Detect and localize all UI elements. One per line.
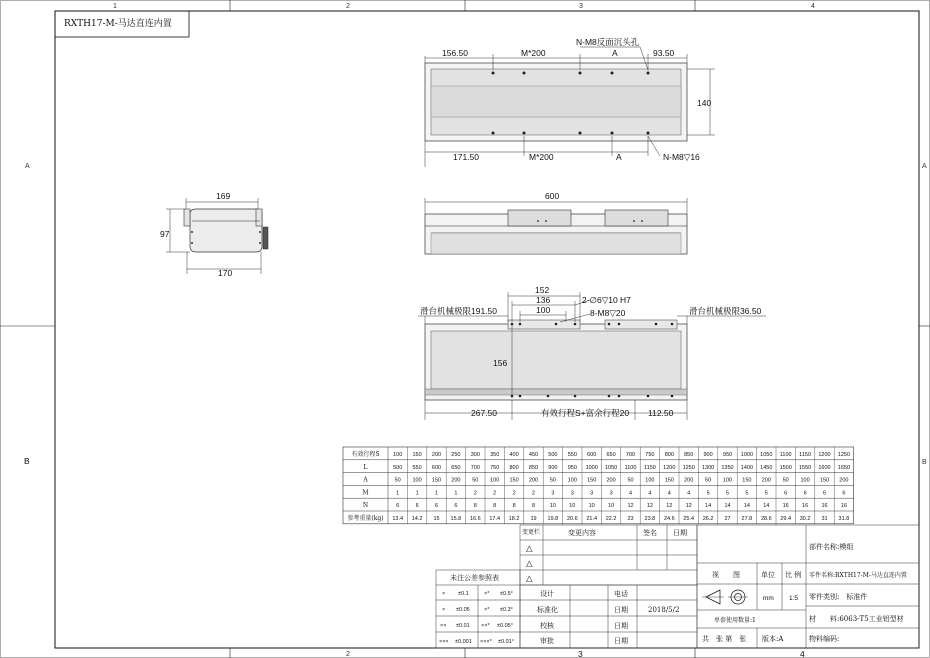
tolerance-title: 未注公差参照表: [450, 574, 499, 582]
front-dim-stroke: 有效行程S+富余行程20: [541, 408, 630, 418]
signoff-date-2: 日期: [614, 622, 628, 630]
spec-cell: 600: [431, 464, 442, 471]
spec-cell: 1550: [798, 464, 812, 471]
spec-cell: 8: [493, 503, 497, 510]
change-header-sign: 签名: [643, 529, 657, 537]
spec-cell: 1000: [740, 451, 754, 458]
spec-cell: 200: [606, 477, 616, 484]
spec-cell: 3: [590, 490, 594, 497]
end-dim-169: 169: [216, 191, 231, 201]
spec-cell: 10: [588, 503, 595, 510]
tb-component-name: 零件名称:RXTH17-M-马达直连内置: [809, 572, 907, 579]
spec-cell: 150: [819, 477, 830, 484]
spec-cell: 1050: [760, 451, 773, 458]
end-view: [166, 198, 268, 274]
spec-cell: 15: [433, 515, 440, 522]
spec-cell: 2: [512, 490, 516, 497]
spec-cell: 1200: [818, 451, 831, 458]
change-mark-1: △: [526, 543, 533, 553]
spec-cell: 25.4: [683, 515, 695, 522]
spec-cell: 6: [434, 503, 439, 510]
tol-r3-c4: ±0.05°: [497, 623, 513, 629]
spec-cell: 200: [528, 477, 539, 484]
spec-cell: 150: [742, 477, 752, 484]
top-dim-m200: M*200: [521, 48, 546, 58]
tol-r4-c4: ±0.01°: [498, 639, 514, 645]
change-header-date: 日期: [673, 529, 687, 537]
spec-cell: 3: [609, 490, 613, 497]
top-callout-threads: N-M8▽16: [663, 152, 700, 162]
front-dim-112-50: 112.50: [648, 408, 674, 418]
spec-cell: 600: [587, 451, 597, 458]
spec-cell: 100: [412, 477, 422, 484]
spec-cell: 27.8: [741, 515, 753, 522]
spec-cell: 19.8: [547, 515, 559, 522]
spec-cell: 14: [763, 503, 770, 510]
signoff-approve: 审批: [540, 637, 554, 645]
spec-cell: 2: [531, 490, 536, 497]
spec-cell: 5: [706, 490, 710, 497]
front-dim-156: 156: [493, 358, 508, 368]
spec-row-label: M: [362, 489, 369, 497]
signoff-phone: 电话: [614, 590, 628, 598]
spec-cell: 14: [705, 503, 712, 510]
spec-cell: 100: [490, 477, 500, 484]
spec-cell: 900: [703, 451, 713, 458]
spec-row-label: A: [363, 476, 368, 484]
change-block: [520, 525, 697, 585]
spec-cell: 5: [764, 490, 768, 497]
spec-cell: 28.6: [760, 515, 772, 522]
spec-cell: 50: [627, 477, 634, 484]
spec-cell: 300: [470, 451, 480, 458]
zone-right-a: A: [922, 163, 927, 170]
spec-cell: 20.6: [566, 515, 578, 522]
spec-cell: 1400: [740, 464, 754, 471]
spec-cell: 16.6: [469, 515, 481, 522]
spec-cell: 50: [782, 477, 789, 484]
spec-row-label: L: [363, 463, 368, 471]
tb-unit-label: 单位: [761, 571, 775, 579]
projection-symbol-icon: [702, 590, 748, 604]
tol-r2-c4: ±0.3°: [500, 607, 513, 613]
front-right-limit: 滑台机械极限36.50: [689, 306, 762, 316]
spec-cell: 100: [645, 477, 655, 484]
zone-bottom-4: 4: [800, 649, 805, 658]
spec-cell: 13.4: [392, 515, 404, 522]
top-dim-171-50: 171.50: [453, 152, 479, 162]
spec-cell: 21.4: [586, 515, 598, 522]
tol-r4-c1: ×××: [439, 639, 449, 645]
spec-cell: 16: [782, 503, 789, 510]
spec-cell: 1350: [721, 464, 734, 471]
spec-cell: 50: [705, 477, 712, 484]
spec-cell: 22.2: [605, 515, 617, 522]
spec-cell: 200: [761, 477, 771, 484]
spec-cell: 6: [803, 490, 807, 497]
spec-cell: 6: [842, 490, 846, 497]
spec-row-label: 参考重量(kg): [347, 514, 384, 522]
spec-cell: 30.2: [799, 515, 811, 522]
zone-left-a: A: [25, 163, 30, 170]
side-view: [425, 198, 687, 254]
spec-cell: 8: [512, 503, 516, 510]
spec-cell: 550: [412, 464, 422, 471]
spec-cell: 150: [587, 477, 597, 484]
spec-cell: 50: [472, 477, 479, 484]
zone-top-2: 2: [346, 3, 350, 10]
top-dim-156-50: 156.50: [442, 48, 468, 58]
change-header-slot: 变更栏: [522, 529, 541, 536]
spec-cell: 50: [549, 477, 556, 484]
tb-version: 版本:A: [762, 635, 784, 643]
spec-cell: 19: [530, 515, 537, 522]
spec-cell: 1650: [837, 464, 851, 471]
tol-r3-c1: ××: [440, 623, 447, 629]
signoff-date-1: 日期: [614, 606, 628, 614]
signoff-design: 设计: [540, 590, 554, 598]
spec-cell: 200: [451, 477, 461, 484]
spec-cell: 850: [684, 451, 694, 458]
tol-r1-c3: ×*: [484, 591, 490, 597]
spec-cell: 10: [549, 503, 556, 510]
tb-material: 材 料:6063-T5工业铝型材: [809, 615, 904, 623]
change-mark-2: △: [526, 558, 533, 568]
spec-cell: 4: [667, 490, 671, 497]
tb-material-code: 物料编码:: [809, 635, 840, 643]
spec-cell: 100: [800, 477, 810, 484]
spec-cell: 200: [431, 451, 442, 458]
front-callout-threads: 8-M8▽20: [590, 308, 626, 318]
spec-cell: 150: [412, 451, 422, 458]
tb-component-type: 零件类别: 标准件: [809, 593, 868, 601]
spec-cell: 4: [648, 490, 652, 497]
spec-cell: 750: [490, 464, 500, 471]
spec-cell: 1100: [779, 451, 792, 458]
title-box-text: RXTH17-M-马达直连内置: [64, 19, 172, 29]
spec-table: [343, 447, 854, 524]
spec-cell: 8: [531, 503, 536, 510]
top-dim-a-bottom: A: [616, 152, 622, 162]
spec-cell: 1150: [799, 451, 812, 458]
front-dim-152: 152: [535, 285, 550, 295]
spec-cell: 1250: [682, 464, 695, 471]
spec-cell: 23: [627, 515, 634, 522]
spec-cell: 16: [840, 503, 847, 510]
spec-cell: 18.2: [508, 515, 520, 522]
zone-bottom-2: 2: [346, 651, 350, 658]
tol-r1-c4: ±0.5°: [500, 591, 513, 597]
top-dim-93-50: 93.50: [653, 48, 675, 58]
spec-cell: 650: [606, 451, 616, 458]
tol-r3-c3: ××*: [481, 623, 490, 629]
spec-cell: 6: [454, 503, 458, 510]
spec-cell: 500: [548, 451, 558, 458]
spec-cell: 27: [724, 515, 731, 522]
tb-part-name: 部件名称:模组: [809, 543, 854, 551]
spec-cell: 1: [454, 490, 458, 497]
spec-cell: 650: [451, 464, 461, 471]
spec-cell: 950: [722, 451, 733, 458]
spec-cell: 29.4: [780, 515, 792, 522]
tol-r1-c1: ×: [442, 591, 446, 597]
spec-row-label: 有效行程S: [351, 450, 380, 458]
spec-cell: 850: [528, 464, 539, 471]
tol-r4-c2: ±0.001: [455, 639, 472, 645]
tb-unit-value: mm: [763, 595, 774, 602]
spec-cell: 1: [396, 490, 400, 497]
tol-r2-c1: ×: [442, 607, 446, 613]
spec-cell: 1300: [701, 464, 715, 471]
zone-right-b: B: [922, 459, 927, 466]
spec-cell: 350: [490, 451, 500, 458]
spec-cell: 200: [839, 477, 849, 484]
spec-cell: 6: [784, 490, 788, 497]
spec-cell: 1150: [643, 464, 656, 471]
spec-row-label: N: [362, 502, 369, 510]
front-dim-100: 100: [536, 305, 551, 315]
zone-left-b: B: [24, 456, 30, 466]
spec-cell: 4: [628, 490, 633, 497]
spec-cell: 2: [493, 490, 497, 497]
spec-cell: 16: [802, 503, 809, 510]
zone-top-4: 4: [811, 3, 815, 10]
spec-cell: 800: [509, 464, 519, 471]
spec-cell: 250: [451, 451, 461, 458]
spec-cell: 150: [509, 477, 519, 484]
front-dim-267-50: 267.50: [471, 408, 497, 418]
spec-cell: 950: [567, 464, 577, 471]
spec-cell: 150: [431, 477, 442, 484]
tol-r3-c2: ±0.01: [456, 623, 470, 629]
spec-cell: 750: [645, 451, 655, 458]
spec-cell: 12: [627, 503, 634, 510]
spec-cell: 6: [822, 490, 827, 497]
tol-r2-c2: ±0.05: [456, 607, 470, 613]
zone-top-3: 3: [579, 3, 583, 10]
spec-cell: 1: [434, 490, 439, 497]
spec-cell: 900: [548, 464, 558, 471]
spec-cell: 1100: [624, 464, 637, 471]
tol-r1-c2: ±0.1: [458, 591, 469, 597]
spec-cell: 1200: [663, 464, 676, 471]
top-dim-140: 140: [697, 98, 712, 108]
spec-cell: 700: [625, 451, 636, 458]
signoff-date-3: 日期: [614, 637, 628, 645]
front-dim-136: 136: [536, 295, 551, 305]
change-mark-3: △: [526, 573, 533, 583]
spec-cell: 450: [528, 451, 539, 458]
spec-cell: 6: [415, 503, 419, 510]
spec-cell: 10: [608, 503, 615, 510]
title-block: [697, 525, 919, 648]
spec-cell: 14: [724, 503, 731, 510]
spec-cell: 100: [567, 477, 577, 484]
tb-sheets: 共 张 第 张: [702, 635, 747, 643]
front-callout-pins: 2-∅6▽10 H7: [582, 295, 631, 305]
spec-cell: 14.2: [411, 515, 423, 522]
spec-cell: 15.8: [450, 515, 462, 522]
spec-cell: 800: [664, 451, 674, 458]
spec-cell: 150: [664, 477, 674, 484]
side-dim-600: 600: [545, 191, 560, 201]
spec-cell: 6: [396, 503, 400, 510]
spec-cell: 1000: [585, 464, 598, 471]
spec-cell: 3: [551, 490, 555, 497]
spec-cell: 31: [821, 515, 828, 522]
spec-cell: 16: [821, 503, 828, 510]
spec-cell: 5: [725, 490, 730, 497]
tol-r4-c3: ×××*: [480, 639, 492, 645]
spec-cell: 1450: [760, 464, 773, 471]
spec-cell: 5: [745, 490, 749, 497]
signoff-date-value: 2018/5/2: [648, 606, 680, 614]
spec-cell: 1250: [837, 451, 851, 458]
spec-cell: 12: [646, 503, 653, 510]
spec-cell: 100: [722, 477, 733, 484]
spec-cell: 17.4: [489, 515, 501, 522]
spec-cell: 100: [393, 451, 403, 458]
tb-scale-label: 比 例: [785, 571, 802, 579]
spec-cell: 12: [685, 503, 692, 510]
spec-cell: 3: [570, 490, 574, 497]
spec-cell: 26.2: [702, 515, 714, 522]
spec-cell: 1050: [604, 464, 618, 471]
spec-cell: 8: [473, 503, 477, 510]
tb-scale-value: 1:5: [789, 595, 799, 602]
spec-cell: 700: [470, 464, 480, 471]
tb-view-label: 视 图: [712, 571, 740, 579]
spec-cell: 1: [415, 490, 419, 497]
signoff-standard: 标准化: [537, 606, 558, 614]
tb-qty: 单套使用数量:1: [714, 617, 756, 624]
top-callout-holes: N-M8反面沉头孔: [576, 37, 640, 47]
spec-cell: 12: [666, 503, 673, 510]
end-dim-170: 170: [218, 268, 233, 278]
spec-cell: 500: [393, 464, 403, 471]
tol-r2-c3: ×*: [484, 607, 490, 613]
zone-bottom-3: 3: [578, 649, 583, 658]
spec-cell: 2: [473, 490, 477, 497]
top-view: [425, 47, 715, 167]
spec-cell: 10: [569, 503, 576, 510]
front-left-limit: 滑台机械极限191.50: [420, 306, 497, 316]
top-dim-m200-bottom: M*200: [529, 152, 554, 162]
top-dim-a: A: [612, 48, 618, 58]
spec-cell: 550: [567, 451, 577, 458]
spec-cell: 24.6: [663, 515, 675, 522]
spec-cell: 50: [394, 477, 401, 484]
spec-cell: 400: [509, 451, 519, 458]
spec-cell: 14: [743, 503, 750, 510]
spec-cell: 1500: [779, 464, 792, 471]
spec-cell: 23.8: [644, 515, 656, 522]
spec-cell: 31.8: [838, 515, 850, 522]
end-dim-97: 97: [160, 229, 170, 239]
signoff-check: 校核: [540, 622, 554, 630]
zone-top-1: 1: [113, 3, 117, 10]
spec-cell: 1600: [818, 464, 831, 471]
spec-cell: 200: [684, 477, 694, 484]
spec-cell: 4: [687, 490, 691, 497]
change-header-content: 变更内容: [568, 529, 596, 537]
